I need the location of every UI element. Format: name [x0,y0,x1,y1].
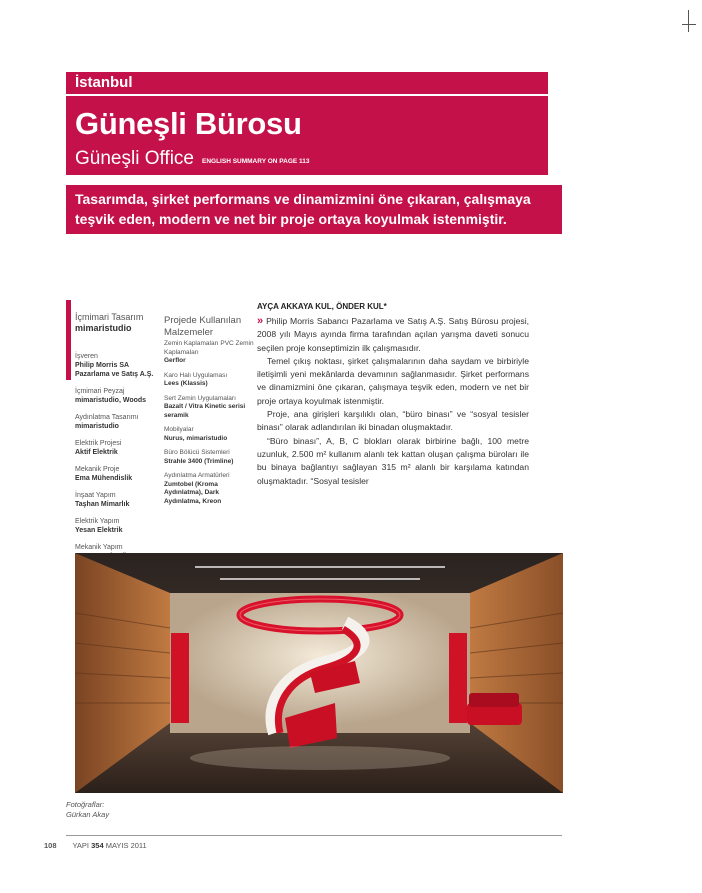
page-title: Güneşli Bürosu [75,106,302,141]
credit-role: Mekanik Proje [75,466,120,473]
material-role: Büro Bölücü Sistemleri [164,449,230,456]
deck-line-1: Tasarımda, şirket performans ve dinamizmini öne çıkaran, çalışmaya [75,191,531,207]
materials-title: Projede Kullanılan Malzemeler [164,315,242,338]
material-item [164,340,254,366]
header-title-block [66,96,548,175]
material-item [164,472,254,506]
credit-name: mimaristudio, Woods [75,397,147,404]
credit-role: Elektrik Projesi [75,440,122,447]
issue-number: 354 [91,841,104,850]
credit-item [75,312,155,334]
material-role: Aydınlatma Armatürleri [164,472,230,479]
credit-name: mimaristudio [75,423,119,430]
material-role: Sert Zemin Uygulamaları [164,394,236,402]
credit-item [75,413,155,431]
byline: AYÇA AKKAYA KUL, ÖNDER KUL* [257,302,387,311]
article-paragraph: Temel çıkış noktası, şirket çalışmalarının daha saydam ve birbiriyle iletişimli yeni mekânlarda devamının sağlanmasıdır. Şirket performans ve dinamizmini öne çıkaran, çalışmaya teşvik eden, modern ve net bir proje ortaya koyulmak istenmiştir. [257,355,529,406]
credit-role: İçmimari Peyzaj [75,388,125,395]
credit-item [75,387,155,405]
material-role: Mobilyalar [164,426,194,433]
material-name: Strahle 3400 (Trimline) [164,457,234,465]
article-paragraph: “Büro binası”, A, B, C blokları olarak birbirine bağlı, 100 metre uzunluk, 2.500 m² kullanım alanlı tek kattan oluşan çalışma büroları ile bu binaya bağlantıyı sağlayan 315 m² alanlı bir karşılama katından oluşmaktadır. “Sosyal tesisler [257,435,529,486]
credit-role: İşveren [75,353,98,360]
material-item [164,426,254,443]
deck-block [66,185,562,234]
credit-name: Philip Morris SA Pazarlama ve Satış A.Ş. [75,362,154,378]
material-item [164,395,254,421]
material-item [164,372,254,389]
deck-line-2: teşvik eden, modern ve net bir proje ortaya koyulmak istenmiştir. [75,211,507,227]
magazine-name: YAPI [72,841,90,850]
credit-name: Yesan Elektrik [75,527,123,534]
page-number: 108 [44,841,57,850]
material-role: Karo Halı Uygulaması [164,371,228,379]
photo-credit-name: Gürkan Akay [66,810,110,819]
credit-role: İçmimari Tasarım [75,312,144,322]
credit-role: İnşaat Yapım [75,492,116,499]
paragraph-text: Philip Morris Sabancı Pazarlama ve Satış A.Ş. Satış Bürosu projesi, 2008 yılı Mayıs ayında firma tarafından açılan yarışma daveti sonucu seçilen proje konseptimizin ilk çalışmasıdır. [257,316,529,353]
credit-name: mimaristudio [75,323,132,333]
english-summary-note: ENGLISH SUMMARY ON PAGE 113 [202,158,310,165]
lobby-photo [75,553,563,793]
credits-accent-bar [66,300,71,380]
material-item [164,449,254,466]
footer-rule [66,835,562,836]
credit-item [75,491,155,509]
material-name: Bazalt / Vitra Kinetic serisi seramik [164,403,246,419]
material-role: Zemin Kaplamaları PVC Zemin Kaplamaları [164,340,254,356]
credit-item [75,517,155,535]
lead-marker-icon: » [257,315,264,327]
credit-name: Taşhan Mimarlık [75,501,130,508]
photo-credit [66,800,109,820]
header-city-bar [66,72,548,94]
article-paragraph: Proje, ana girişleri karşılıklı olan, “büro binası” ve “sosyal tesisler binası” olarak adlandırılan iki binadan oluşmaktadır. [257,409,529,433]
credit-role: Aydınlatma Tasarımı [75,414,139,421]
crop-mark-icon [682,10,696,32]
material-name: Zumtobel (Kroma Aydınlatma), Dark Aydınlatma, Kreon [164,480,222,505]
article-paragraph [257,315,529,355]
photo-credit-label: Fotoğraflar: [66,800,105,809]
issue-date: MAYIS 2011 [105,841,147,850]
page-footer [44,841,147,850]
materials-list [164,315,254,512]
credit-role: Mekanik Yapım [75,544,123,551]
header-city: İstanbul [75,74,133,91]
credit-item [75,465,155,483]
credit-role: Elektrik Yapım [75,518,120,525]
material-name: Lees (Klassis) [164,380,208,387]
page-subtitle: Güneşli Office [75,148,194,169]
credit-name: Ema Mühendislik [75,475,133,482]
material-name: Gerflor [164,357,186,364]
material-name: Nurus, mimaristudio [164,434,228,442]
credit-name: Aktif Elektrik [75,449,118,456]
article-body [257,302,529,488]
credit-item [75,439,155,457]
credit-item [75,352,155,379]
